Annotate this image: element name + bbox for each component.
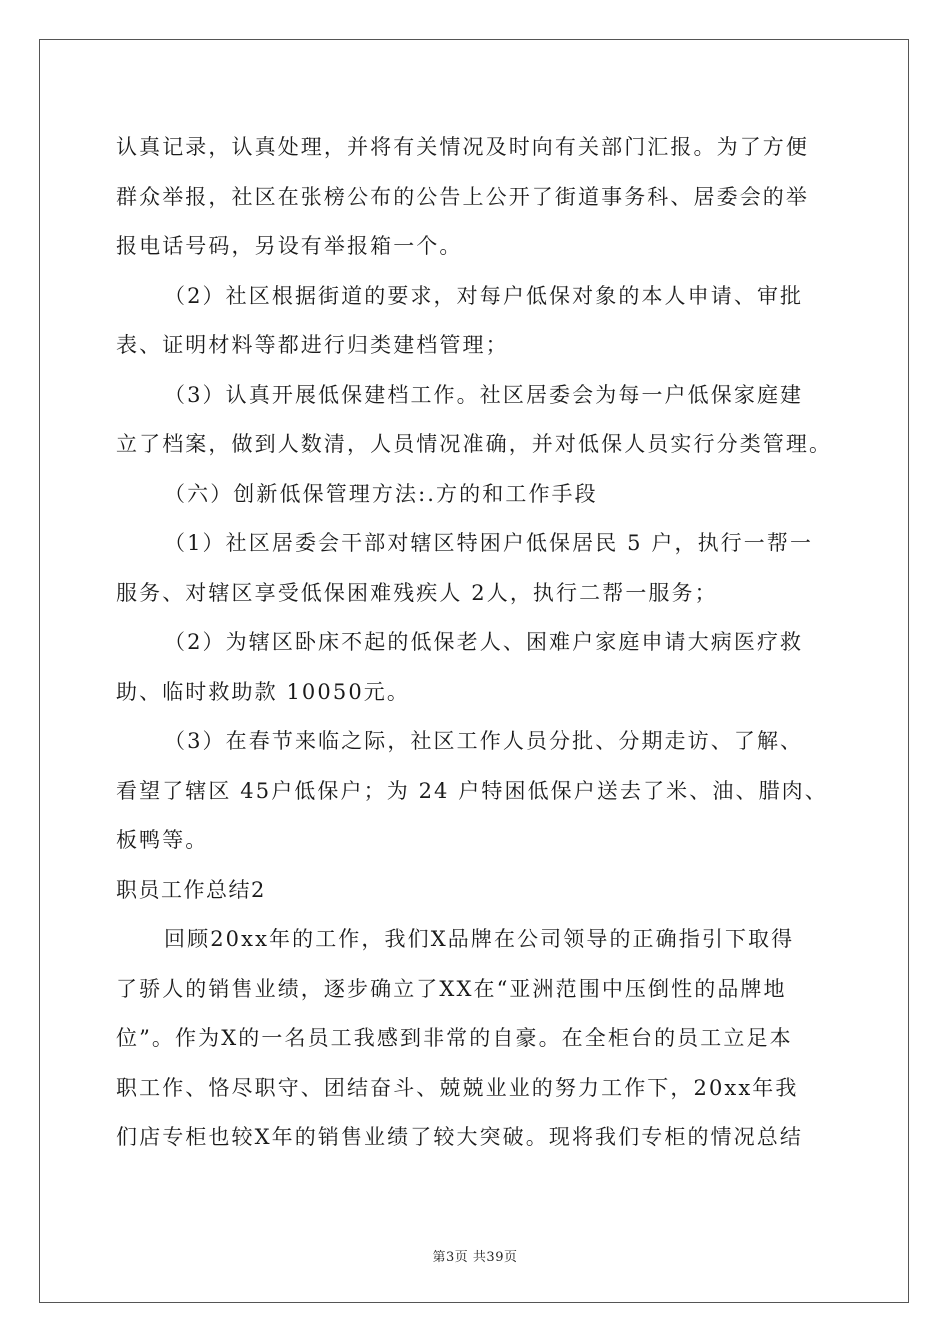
text-line: 报电话号码，另设有举报箱一个。 (116, 234, 463, 258)
text-line: （2）为辖区卧床不起的低保老人、困难户家庭申请大病医疗救 (164, 630, 804, 654)
text-line: 看望了辖区 45户低保户；为 24 户特困低保户送去了米、油、腊肉、 (116, 778, 828, 803)
text-line: 回顾20xx年的工作，我们X品牌在公司领导的正确指引下取得 (164, 927, 795, 951)
text-line: （1）社区居委会干部对辖区特困户低保居民 5 户，执行一帮一 (164, 531, 814, 555)
page-number-footer: 第3页 共39页 (432, 1250, 518, 1265)
text-line: 群众举报，社区在张榜公布的公告上公开了街道事务科、居委会的举 (116, 184, 809, 209)
text-line: （3）认真开展低保建档工作。社区居委会为每一户低保家庭建 (164, 382, 804, 407)
text-line: 们店专柜也较X年的销售业绩了较大突破。现将我们专柜的情况总结 (116, 1125, 803, 1149)
text-line: 板鸭等。 (116, 828, 209, 852)
text-line: （2）社区根据街道的要求，对每户低保对象的本人申请、审批 (164, 283, 804, 308)
text-line: 了骄人的销售业绩，逐步确立了XX在“亚洲范围中压倒性的品牌地 (116, 976, 787, 1001)
text-line: 位”。作为X的一名员工我感到非常的自豪。在全柜台的员工立足本 (116, 1026, 793, 1050)
text-line: （六）创新低保管理方法:.方的和工作手段 (164, 481, 598, 506)
text-line: 服务、对辖区享受低保困难残疾人 2人，执行二帮一服务； (116, 580, 718, 605)
document-body (116, 123, 836, 1163)
text-line: 表、证明材料等都进行归类建档管理； (116, 333, 509, 357)
section-heading: 职员工作总结2 (116, 877, 266, 902)
text-line: 认真记录，认真处理，并将有关情况及时向有关部门汇报。为了方便 (116, 135, 809, 159)
text-line: （3）在春节来临之际，社区工作人员分批、分期走访、了解、 (164, 729, 804, 753)
text-line: 职工作、恪尽职守、团结奋斗、兢兢业业的努力工作下，20xx年我 (116, 1075, 799, 1100)
text-line: 助、临时救助款 10050元。 (116, 679, 410, 704)
text-line: 立了档案，做到人数清，人员情况准确，并对低保人员实行分类管理。 (116, 432, 833, 456)
